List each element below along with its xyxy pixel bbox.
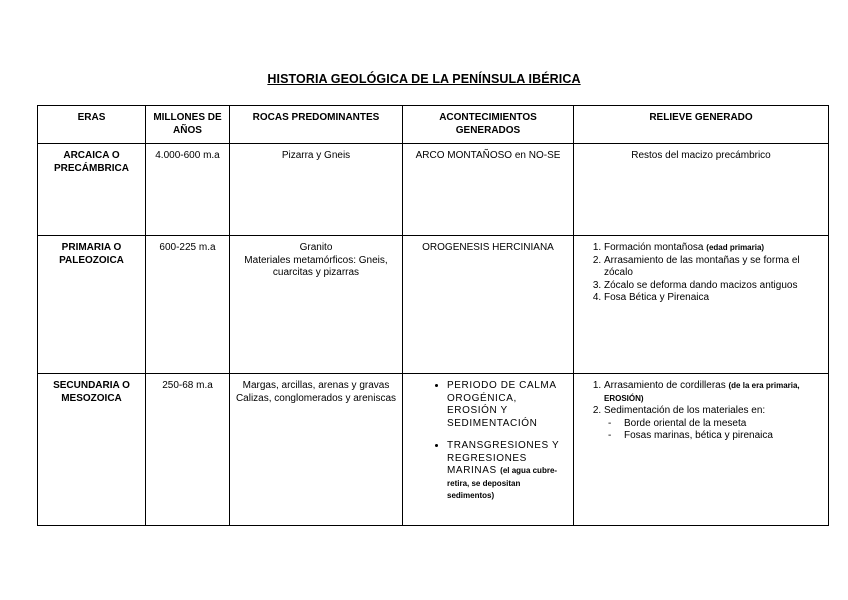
table-header-row [38,106,829,144]
list-item: 3. Zócalo se deforma dando macizos antiguos [604,280,824,293]
acontecimientos-list [407,380,569,503]
table-row [38,374,829,526]
header-eras: ERAS [38,106,146,144]
list-item: 4. Fosa Bética y Pirenaica [604,292,824,305]
list-item: 2. Sedimentación de los materiales en: - Borde oriental de la meseta - Fosas marinas, bética y pirenaica [604,405,824,443]
rocas-cell: Granito Materiales metamórficos: Gneis, cuarcitas y pizarras [230,236,403,374]
table-row [38,236,829,374]
relieve-cell [574,236,829,374]
header-acontecimientos: ACONTECIMIENTOS GENERADOS [403,106,574,144]
list-item: 1. Arrasamiento de cordilleras (de la era primaria, EROSIÓN) [604,380,824,405]
header-rocas: ROCAS PREDOMINANTES [230,106,403,144]
list-item: - Fosas marinas, bética y pirenaica [624,430,824,443]
era-cell: ARCAICA O PRECÁMBRICA [38,144,146,236]
list-item: - Borde oriental de la meseta [624,418,824,431]
geology-table [37,105,829,526]
acontecimientos-cell: ARCO MONTAÑOSO en NO-SE [403,144,574,236]
rocas-cell: Pizarra y Gneis [230,144,403,236]
millones-cell: 600-225 m.a [146,236,230,374]
list-item: • PERIODO DE CALMA OROGÉNICA, EROSIÓN Y SEDIMENTACIÓN [447,380,569,430]
list-item: • TRANSGRESIONES Y REGRESIONES MARINAS (el agua cubre-retira, se depositan sedimentos) [447,440,569,503]
relieve-list [578,380,824,443]
millones-cell: 250-68 m.a [146,374,230,526]
header-millones: MILLONES DE AÑOS [146,106,230,144]
header-relieve: RELIEVE GENERADO [574,106,829,144]
era-cell: PRIMARIA O PALEOZOICA [38,236,146,374]
list-item: 1. Formación montañosa (edad primaria) [604,242,824,255]
acontecimientos-cell: OROGENESIS HERCINIANA [403,236,574,374]
millones-cell: 4.000-600 m.a [146,144,230,236]
relieve-list [578,242,824,305]
table-row [38,144,829,236]
relieve-cell: Restos del macizo precámbrico [574,144,829,236]
relieve-sublist [604,418,824,443]
relieve-cell [574,374,829,526]
rocas-cell: Margas, arcillas, arenas y gravas Calizas, conglomerados y areniscas [230,374,403,526]
era-cell: SECUNDARIA O MESOZOICA [38,374,146,526]
acontecimientos-cell [403,374,574,526]
list-item: 2. Arrasamiento de las montañas y se forma el zócalo [604,255,824,280]
page-title: HISTORIA GEOLÓGICA DE LA PENÍNSULA IBÉRICA [267,72,581,86]
